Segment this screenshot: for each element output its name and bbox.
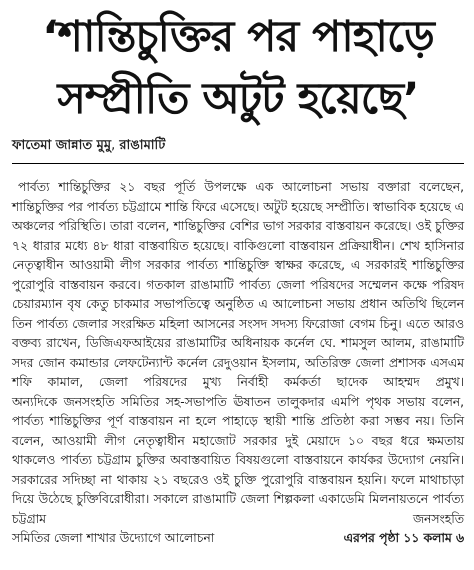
continuation-note: এরপর পৃষ্ঠা ১১ কলাম ৬	[343, 531, 464, 545]
byline-author: ফাতেমা জান্নাত মুমু	[12, 138, 112, 153]
headline-line-1: ‘শান্তিচুক্তির পর পাহাড়ে	[42, 12, 434, 62]
article-paragraph-2: অন্যদিকে জনসংহতি সমিতির সহ-সভাপতি ঊষাতন তালুকদার এমপি পৃথক সভায় বলেন, পার্বত্য শান্তিচুক্তির পূর্ণ বাস্তবায়ন না হলে পাহাড়ে স্থায়ী শান্তি প্রতিষ্ঠা করা সম্ভব নয়। তিনি বলেন, আওয়ামী লীগ নেতৃত্বাধীন মহাজোট সরকার দুই মেয়াদে ১০ বছর ধরে ক্ষমতায় থাকলেও পার্বত্য চট্টগ্রাম চুক্তির অবাস্তবায়িত বিষয়গুলো বাস্তবায়নে কার্যকর উদ্যোগ নেয়নি। সরকারের সদিচ্ছা না থাকায় ২১ বছরেও ওই চুক্তি পুরোপুরি বাস্তবায়ন হয়নি। ফলে মাথাচাড়া দিয়ে উঠেছে চুক্তিবিরোধীরা। সকালে রাঙামাটি জেলা শিল্পকলা একাডেমি মিলনায়তনে পার্বত্য চট্টগ্রাম জনসংহতি	[12, 394, 464, 526]
article-last-line: সমিতির জেলা শাখার উদ্যোগে আলোচনা	[12, 531, 215, 545]
article-last-row	[12, 529, 464, 549]
byline-separator: ,	[111, 138, 120, 153]
byline-location: রাঙামাটি	[119, 138, 166, 153]
headline-line-2: সম্প্রীতি অটুট হয়েছে’	[57, 74, 419, 124]
byline	[12, 136, 464, 164]
headline	[12, 6, 464, 130]
article-body	[12, 178, 464, 529]
article-paragraph-1: পার্বত্য শান্তিচুক্তির ২১ বছর পূর্তি উপলক্ষে এক আলোচনা সভায় বক্তারা বলেছেন, শান্তিচুক্তির পর পার্বত্য চট্টগ্রামে শান্তি ফিরে এসেছে। অটুট হয়েছে সম্প্রীতি। স্বাভাবিক হয়েছে এ অঞ্চলের পরিস্থিতি। তারা বলেন, শান্তিচুক্তির বেশির ভাগ সরকার বাস্তবায়ন করেছে। ওই চুক্তির ৭২ ধারার মধ্যে ৪৮ ধারা বাস্তবায়িত হয়েছে। বাকিগুলো বাস্তবায়ন প্রক্রিয়াধীন। শেখ হাসিনার নেতৃত্বাধীন আওয়ামী লীগ সরকার পার্বত্য শান্তিচুক্তি স্বাক্ষর করেছে, এ সরকারই শান্তিচুক্তির পুরোপুরি বাস্তবায়ন করবে। গতকাল রাঙামাটি পার্বত্য জেলা পরিষদের সম্মেলন কক্ষে পরিষদ চেয়ারম্যান বৃষ কেতু চাকমার সভাপতিত্বে অনুষ্ঠিত এ আলোচনা সভায় প্রধান অতিথি ছিলেন তিন পার্বত্য জেলার সংরক্ষিত মহিলা আসনের সংসদ সদস্য ফিরোজা বেগম চিনু। এতে আরও বক্তব্য রাখেন, ডিজিএফআইয়ের রাঙামাটির অধিনায়ক কর্নেল ঘে. শামসুল আলম, রাঙামাটি সদর জোন কমান্ডার লেফটেন্যান্ট কর্নেল রেদুওয়ান ইসলাম, অতিরিক্ত জেলা প্রশাসক এসএম শফি কামাল, জেলা পরিষদের মুখ্য নির্বাহী কর্মকর্তা ছাদেক আহম্মদ প্রমুখ।	[12, 180, 464, 389]
